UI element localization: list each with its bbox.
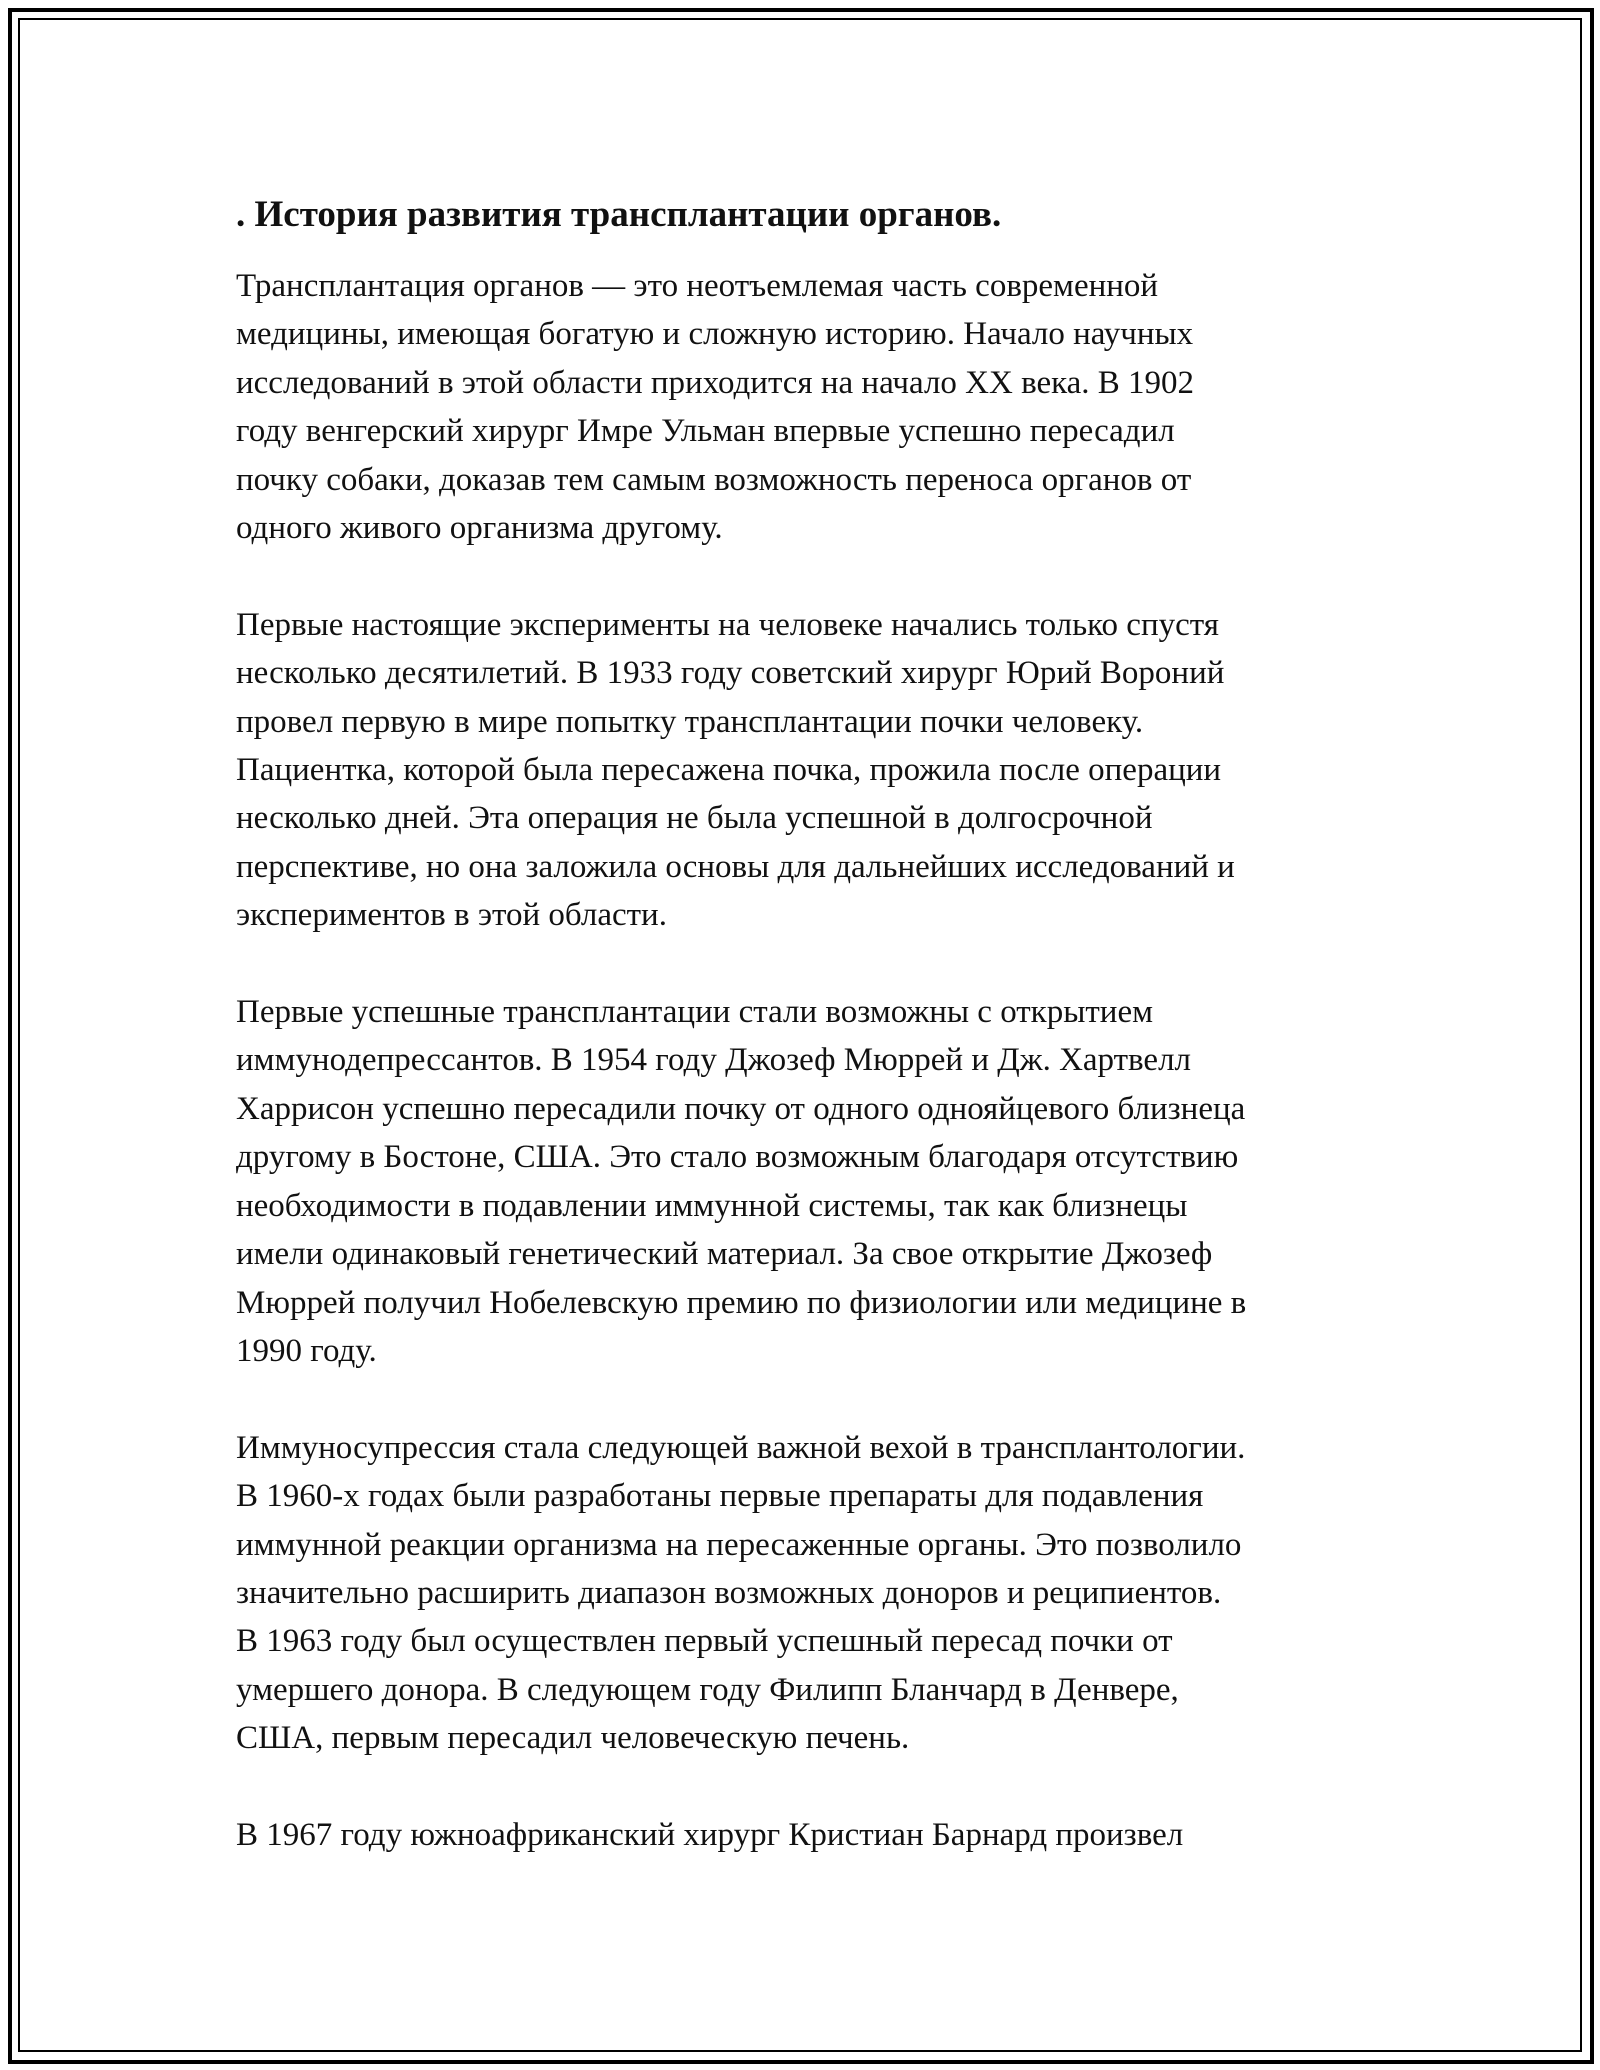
text-line: Пациентка, которой была пересажена почка, прожила после операции: [236, 752, 1222, 789]
text-line: иммунодепрессантов. В 1954 году Джозеф Мюррей и Дж. Хартвелл: [236, 1042, 1192, 1079]
text-line: медицины, имеющая богатую и сложную историю. Начало научных: [236, 316, 1194, 353]
paragraph-spacer: [236, 1375, 1386, 1423]
text-line: Мюррей получил Нобелевскую премию по физиологии или медицине в: [236, 1284, 1247, 1321]
text-line: перспективе, но она заложила основы для дальнейших исследований и: [236, 848, 1235, 885]
text-line: значительно расширить диапазон возможных доноров и реципиентов.: [236, 1574, 1222, 1611]
text-line: необходимости в подавлении иммунной системы, так как близнецы: [236, 1187, 1188, 1224]
text-line: одного живого организма другому.: [236, 510, 723, 547]
text-line: экспериментов в этой области.: [236, 897, 667, 934]
text-line: провел первую в мире попытку трансплантации почки человеку.: [236, 703, 1144, 740]
text-line: Первые настоящие эксперименты на человеке начались только спустя: [236, 606, 1219, 643]
text-line: 1990 году.: [236, 1332, 377, 1369]
paragraph-4: [236, 1424, 1386, 1763]
text-line: несколько дней. Эта операция не была успешной в долгосрочной: [236, 800, 1153, 837]
paragraph-3: [236, 988, 1386, 1375]
text-line: году венгерский хирург Имре Ульман впервые успешно пересадил: [236, 413, 1175, 450]
paragraph-1: [236, 262, 1386, 552]
document-body: [236, 186, 1386, 1859]
paragraph-5: [236, 1811, 1386, 1859]
text-line: другому в Бостоне, США. Это стало возможным благодаря отсутствию: [236, 1139, 1239, 1176]
text-line: Харрисон успешно пересадили почку от одного однояйцевого близнеца: [236, 1090, 1246, 1127]
text-line: почку собаки, доказав тем самым возможность переноса органов от: [236, 461, 1192, 498]
text-line: США, первым пересадил человеческую печень.: [236, 1720, 910, 1757]
text-line: несколько десятилетий. В 1933 году советский хирург Юрий Вороний: [236, 655, 1225, 692]
text-line: имели одинаковый генетический материал. За свое открытие Джозеф: [236, 1236, 1213, 1273]
text-line: иммунной реакции организма на пересаженные органы. Это позволило: [236, 1526, 1242, 1563]
paragraph-spacer: [236, 552, 1386, 600]
text-line: Первые успешные трансплантации стали возможны с открытием: [236, 994, 1153, 1031]
paragraph-spacer: [236, 940, 1386, 988]
text-line: В 1963 году был осуществлен первый успешный пересад почки от: [236, 1623, 1173, 1660]
text-line: В 1960-х годах были разработаны первые препараты для подавления: [236, 1478, 1204, 1515]
paragraph-spacer: [236, 1763, 1386, 1811]
text-line: В 1967 году южноафриканский хирург Кристиан Барнард произвел: [236, 1816, 1184, 1853]
document-title: . История развития трансплантации органов.: [236, 194, 1002, 235]
text-line: Трансплантация органов — это неотъемлемая часть современной: [236, 268, 1159, 304]
text-line: Иммуносупрессия стала следующей важной вехой в трансплантологии.: [236, 1429, 1246, 1466]
paragraph-2: [236, 601, 1386, 940]
text-line: исследований в этой области приходится на начало XX века. В 1902: [236, 364, 1195, 401]
text-line: умершего донора. В следующем году Филипп Бланчард в Денвере,: [236, 1671, 1179, 1708]
